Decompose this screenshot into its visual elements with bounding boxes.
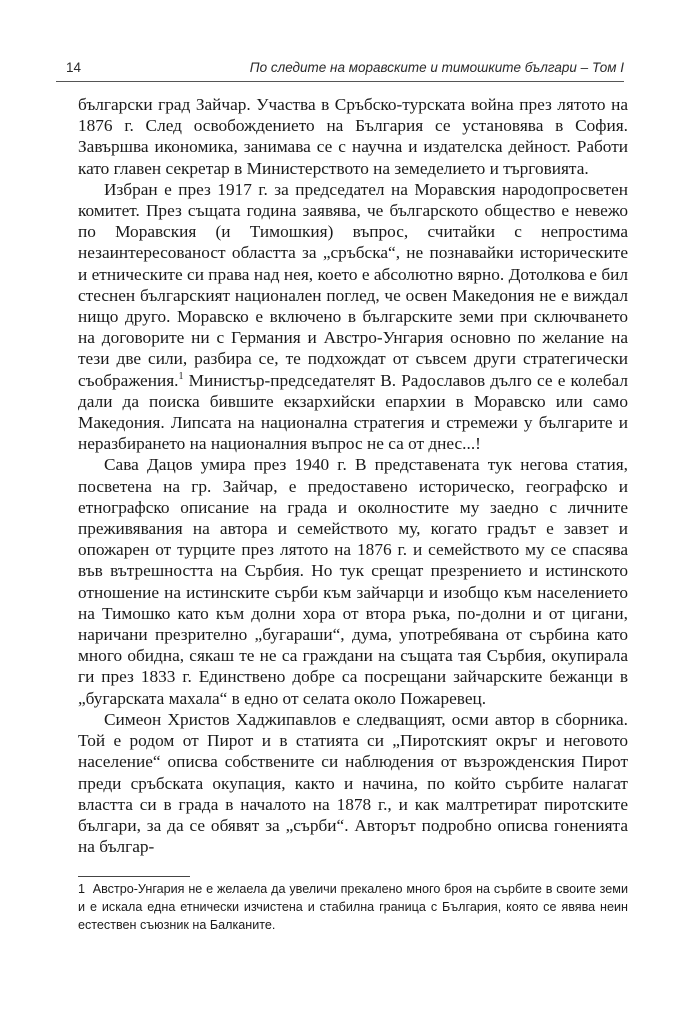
footnote	[78, 880, 628, 935]
footnote-number: 1	[78, 882, 86, 896]
footnote-text: Австро-Унгария не е желаела да увеличи прекалено много броя на сърбите в своите земи и е искала една етнически изчистена и стабилна граница с България, която се явява неин естествен съюзник на Балканите.	[78, 882, 629, 933]
paragraph-1: български град Зайчар. Участва в Сръбско-турската война през лятото на 1876 г. След освобождението на България се установява в София. Завършва икономика, занимава се с научна и издателска дейност. Работи като главен секретар в Министерството на земеделието и търговията.	[78, 95, 628, 178]
paragraph-2	[78, 179, 628, 455]
paragraph-2-part-2: Министър-председателят В. Радославов дълго се е колебал дали да поиска бившите екзархийски епархии в Моравско или само Македония. Липсата на национална стратегия и стремежи у българите и неразбирането на националния въпрос не са от днес...!	[78, 370, 628, 454]
page-number: 14	[66, 60, 82, 75]
paragraph-3: Сава Дацов умира през 1940 г. В представената тук негова статия, посветена на гр. Зайчар, е предоставено историческо, географско и етнографско описание на града и околностите му заедно с личните преживявания на автора и семейството му, когато градът е завзет и опожарен от турците през лятото на 1876 г. и семейството му се спасява във вътрешността на Сърбия. Но тук срещат презрението и истинското отношение на истинските сърби към зайчарци и изобщо към населението на Тимошко като към долни хора от втора ръка, по-долни и от цигани, наричани презрително „бугараши“, дума, употребявана от сърбина като много обидна, сякаш те не са граждани на същата тая Сърбия, окупирала ги през 1833 г. Единствено добре са посрещани зайчарските бежанци в „бугарската махала“ в едно от селата около Пожаревец.	[78, 455, 628, 708]
body-text	[78, 94, 628, 857]
footnote-reference: 1	[178, 370, 184, 382]
running-header	[56, 52, 624, 82]
footnote-rule	[78, 876, 190, 877]
running-title: По следите на моравските и тимошките българи – Том I	[249, 60, 624, 75]
paragraph-4: Симеон Христов Хаджипавлов е следващият, осми автор в сборника. Той е родом от Пирот и в статията си „Пиротският окръг и неговото население“ описва собствените си наблюдения от възрожденския Пирот преди сръбската окупация, както и начина, по който сърбите налагат властта си в града в началото на 1878 г., и как малтретират пиротските българи, за да се обявят за „сърби“. Авторът подробно описва гоненията на българ-	[78, 709, 628, 857]
header-rule	[56, 81, 624, 82]
paragraph-2-part-1: Избран е през 1917 г. за председател на Моравския народопросветен комитет. През същата година заявява, че българското общество е невежо по Моравския (и Тимошкия) въпрос, считайки с непростима незаинтересованост областта за „сръбска“, не познавайки историческите и етническите си права над нея, което е абсолютно вярно. Дотолкова е бил стеснен българският национален поглед, че освен Македония не е виждал нищо друго. Моравско е включено в българските земи при сключването на договорите ни с Германия и Австро-Унгария основно по желание на тези две сили, разбира се, те подхождат от съвсем други стратегически съображения.	[78, 179, 628, 390]
